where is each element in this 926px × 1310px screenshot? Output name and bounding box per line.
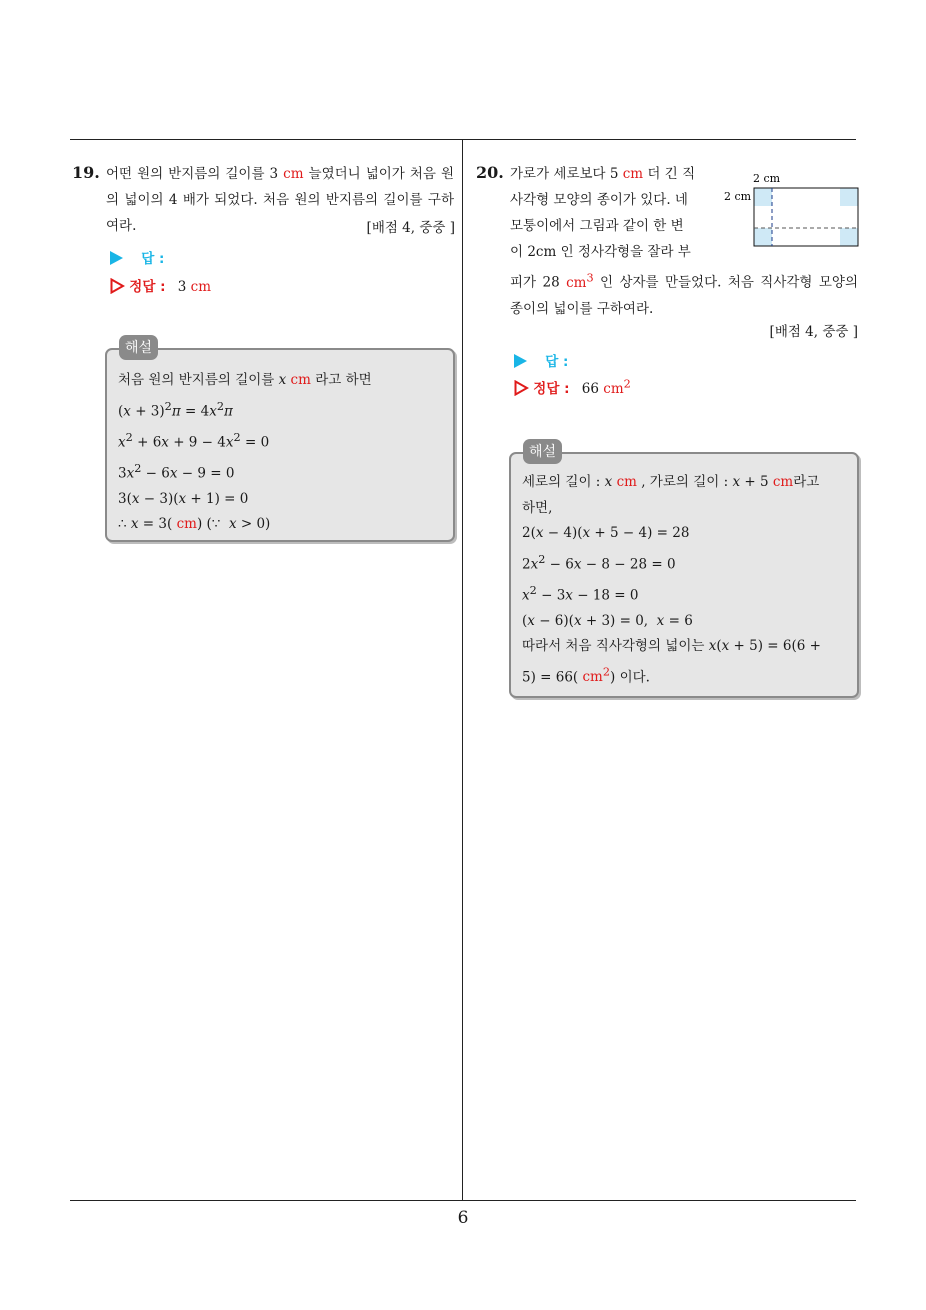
question-text-continued: 피가 28 $cm^3$ 인 상자를 만들었다. 처음 직사각형 모양의 종이의 넓이를 구하여라.: [510, 271, 858, 317]
column-divider: [462, 139, 463, 1201]
figure-label-top: 2 cm: [753, 172, 781, 185]
solution-line: ∴ x = 3( cm) (∵ x > 0): [118, 516, 271, 532]
solution-line: 세로의 길이 : x cm , 가로의 길이 : x + 5 cm라고: [522, 474, 820, 490]
question-text: 가로가 세로보다 5 cm 더 긴 직 사각형 모양의 종이가 있다. 네 모퉁이에서 그림과 같이 한 변 이 2cm 인 정사각형을 잘라 부: [510, 166, 696, 260]
solution-line: $x^2 - 3x - 18 = 0$: [522, 583, 639, 603]
solution-line: $2x^2 - 6x - 8 - 28 = 0$: [522, 552, 676, 572]
bottom-rule: [70, 1200, 856, 1201]
correct-answer-label: 정답 :: [533, 381, 570, 397]
solution-line: $x^2 + 6x + 9 - 4x^2 = 0$: [118, 430, 270, 450]
solution-line: 3(x − 3)(x + 1) = 0: [118, 490, 249, 507]
box-net-figure: [722, 170, 862, 248]
play-outline-icon: [110, 278, 125, 294]
correct-answer-row: [514, 377, 631, 397]
solution-tag: 해설: [523, 439, 562, 464]
answer-label: 답 :: [545, 354, 569, 370]
question-number: 19.: [72, 163, 100, 182]
answer-row: [110, 247, 164, 267]
play-icon: [110, 251, 123, 265]
top-rule: [70, 139, 856, 140]
question-number: 20.: [476, 163, 504, 182]
correct-answer-row: [110, 275, 211, 295]
answer-label: 답 :: [141, 251, 165, 267]
page-number: 6: [457, 1208, 469, 1228]
solution-line: $3x^2 - 6x - 9 = 0$: [118, 461, 235, 481]
solution-line: 2(x − 4)(x + 5 − 4) = 28: [522, 525, 690, 541]
solution-line: $(x + 3)^2\pi = 4x^2\pi$: [118, 399, 233, 419]
solution-line: 처음 원의 반지름의 길이를 x cm 라고 하면: [118, 372, 372, 388]
solution-line: 따라서 처음 직사각형의 넓이는 x(x + 5) = 6(6 +: [522, 638, 821, 654]
correct-answer-value: 66 $cm^2$: [581, 377, 631, 397]
difficulty-score: [배점 4, 중중 ]: [366, 220, 455, 236]
answer-row: [514, 350, 568, 370]
solution-lines: [522, 470, 821, 691]
solution-lines: [118, 368, 372, 538]
play-outline-icon: [514, 380, 529, 396]
solution-tag: 해설: [119, 335, 158, 360]
figure-label-left: 2 cm: [724, 190, 752, 203]
correct-answer-value: 3 cm: [177, 279, 212, 295]
solution-line: 5) = 66( $cm^2$) 이다.: [522, 665, 650, 685]
play-icon: [514, 354, 527, 368]
solution-line: (x − 6)(x + 3) = 0, x = 6: [522, 612, 693, 629]
question-text: 어떤 원의 반지름의 길이를 3 cm 늘였더니 넓이가 처음 원의 넓이의 4 배가 되었다. 처음 원의 반지름의 길이를 구하여라.: [106, 166, 455, 234]
difficulty-score: [배점 4, 중중 ]: [769, 324, 858, 340]
correct-answer-label: 정답 :: [129, 279, 166, 295]
solution-line: 하면,: [522, 499, 553, 516]
